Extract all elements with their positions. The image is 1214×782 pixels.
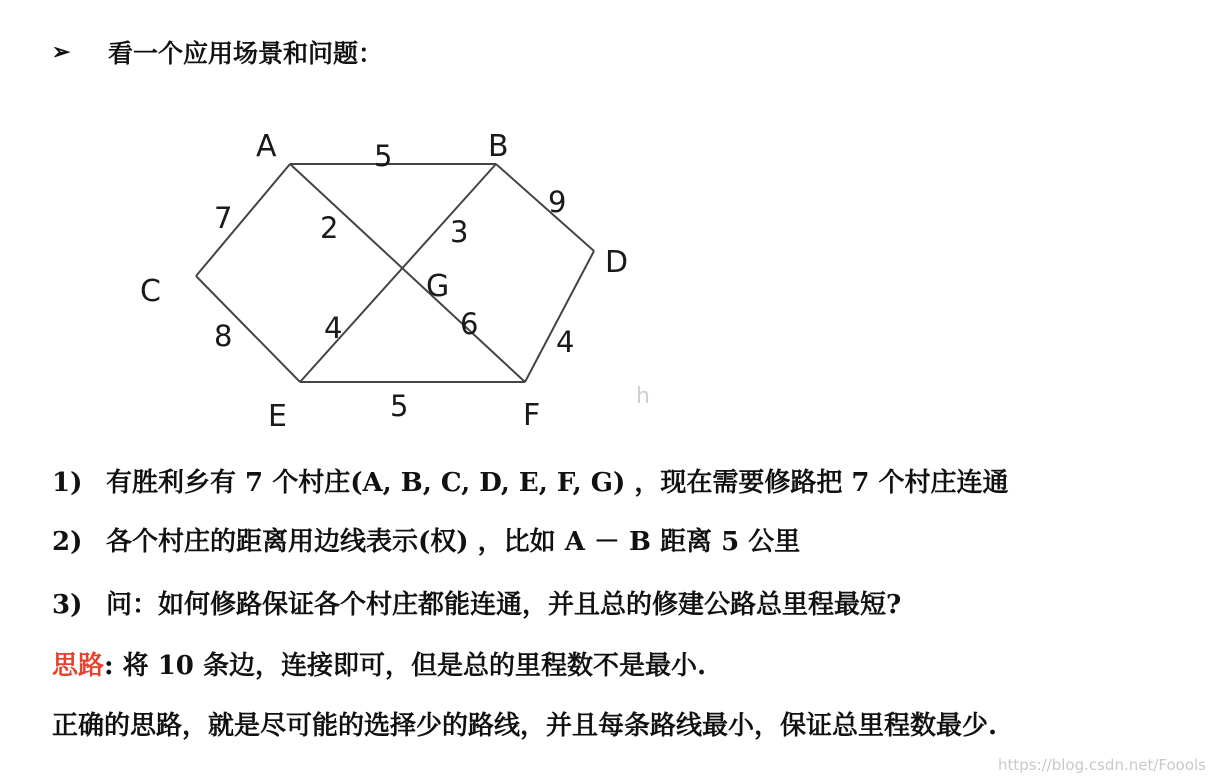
weight-d-f: 4 [556, 325, 575, 359]
graph-svg [130, 110, 650, 440]
item-1-text: 有胜利乡有 7 个村庄(A, B, C, D, E, F, G) ，现在需要修路把 7 个村庄连通 [106, 468, 1009, 498]
weight-g-f: 6 [460, 307, 479, 341]
header-title: 看一个应用场景和问题： [108, 39, 384, 68]
conclusion-line [52, 705, 997, 742]
idea-line [52, 645, 706, 682]
item-2-number: 2) [52, 527, 83, 557]
conclusion-text: 正确的思路，就是尽可能的选择少的路线，并且每条路线最小，保证总里程数最少. [52, 711, 998, 741]
watermark: https://blog.csdn.net/Foools [997, 756, 1206, 774]
item-2-text: 各个村庄的距离用边线表示(权) ，比如 A － B 距离 5 公里 [106, 527, 801, 557]
edge-c-e [196, 276, 300, 382]
weight-b-d: 9 [548, 185, 567, 219]
edge-a-g-f [290, 164, 525, 382]
weight-a-g: 2 [320, 211, 339, 245]
bullet-arrow-icon: ➢ [52, 39, 71, 65]
edge-b-d [496, 164, 594, 251]
idea-text: : 将 10 条边，连接即可，但是总的里程数不是最小. [104, 651, 707, 681]
node-e: E [268, 399, 287, 434]
item-1-number: 1) [52, 468, 83, 498]
weight-a-b: 5 [374, 139, 393, 173]
weight-a-c: 7 [214, 201, 233, 235]
node-d: D [605, 245, 629, 280]
node-f: F [523, 398, 541, 433]
node-c: C [140, 274, 161, 309]
item-2 [52, 521, 800, 558]
header [52, 34, 383, 70]
edge-b-g-e [300, 164, 496, 382]
node-a: A [256, 129, 277, 164]
item-3-text: 问：如何修路保证各个村庄都能连通，并且总的修建公路总里程最短? [106, 590, 902, 620]
item-3 [52, 584, 901, 621]
edge-d-f [525, 251, 594, 382]
node-g: G [426, 269, 450, 304]
ghost-letter: h [636, 384, 650, 409]
weight-c-e: 8 [214, 319, 233, 353]
village-graph [130, 110, 650, 440]
weight-e-f: 5 [390, 389, 409, 423]
edge-a-c [196, 164, 290, 276]
item-1 [52, 462, 1009, 499]
idea-label: 思路 [52, 651, 105, 681]
weight-b-g: 3 [450, 215, 469, 249]
node-b: B [488, 129, 509, 164]
item-3-number: 3) [52, 590, 83, 620]
weight-g-e: 4 [324, 311, 343, 345]
